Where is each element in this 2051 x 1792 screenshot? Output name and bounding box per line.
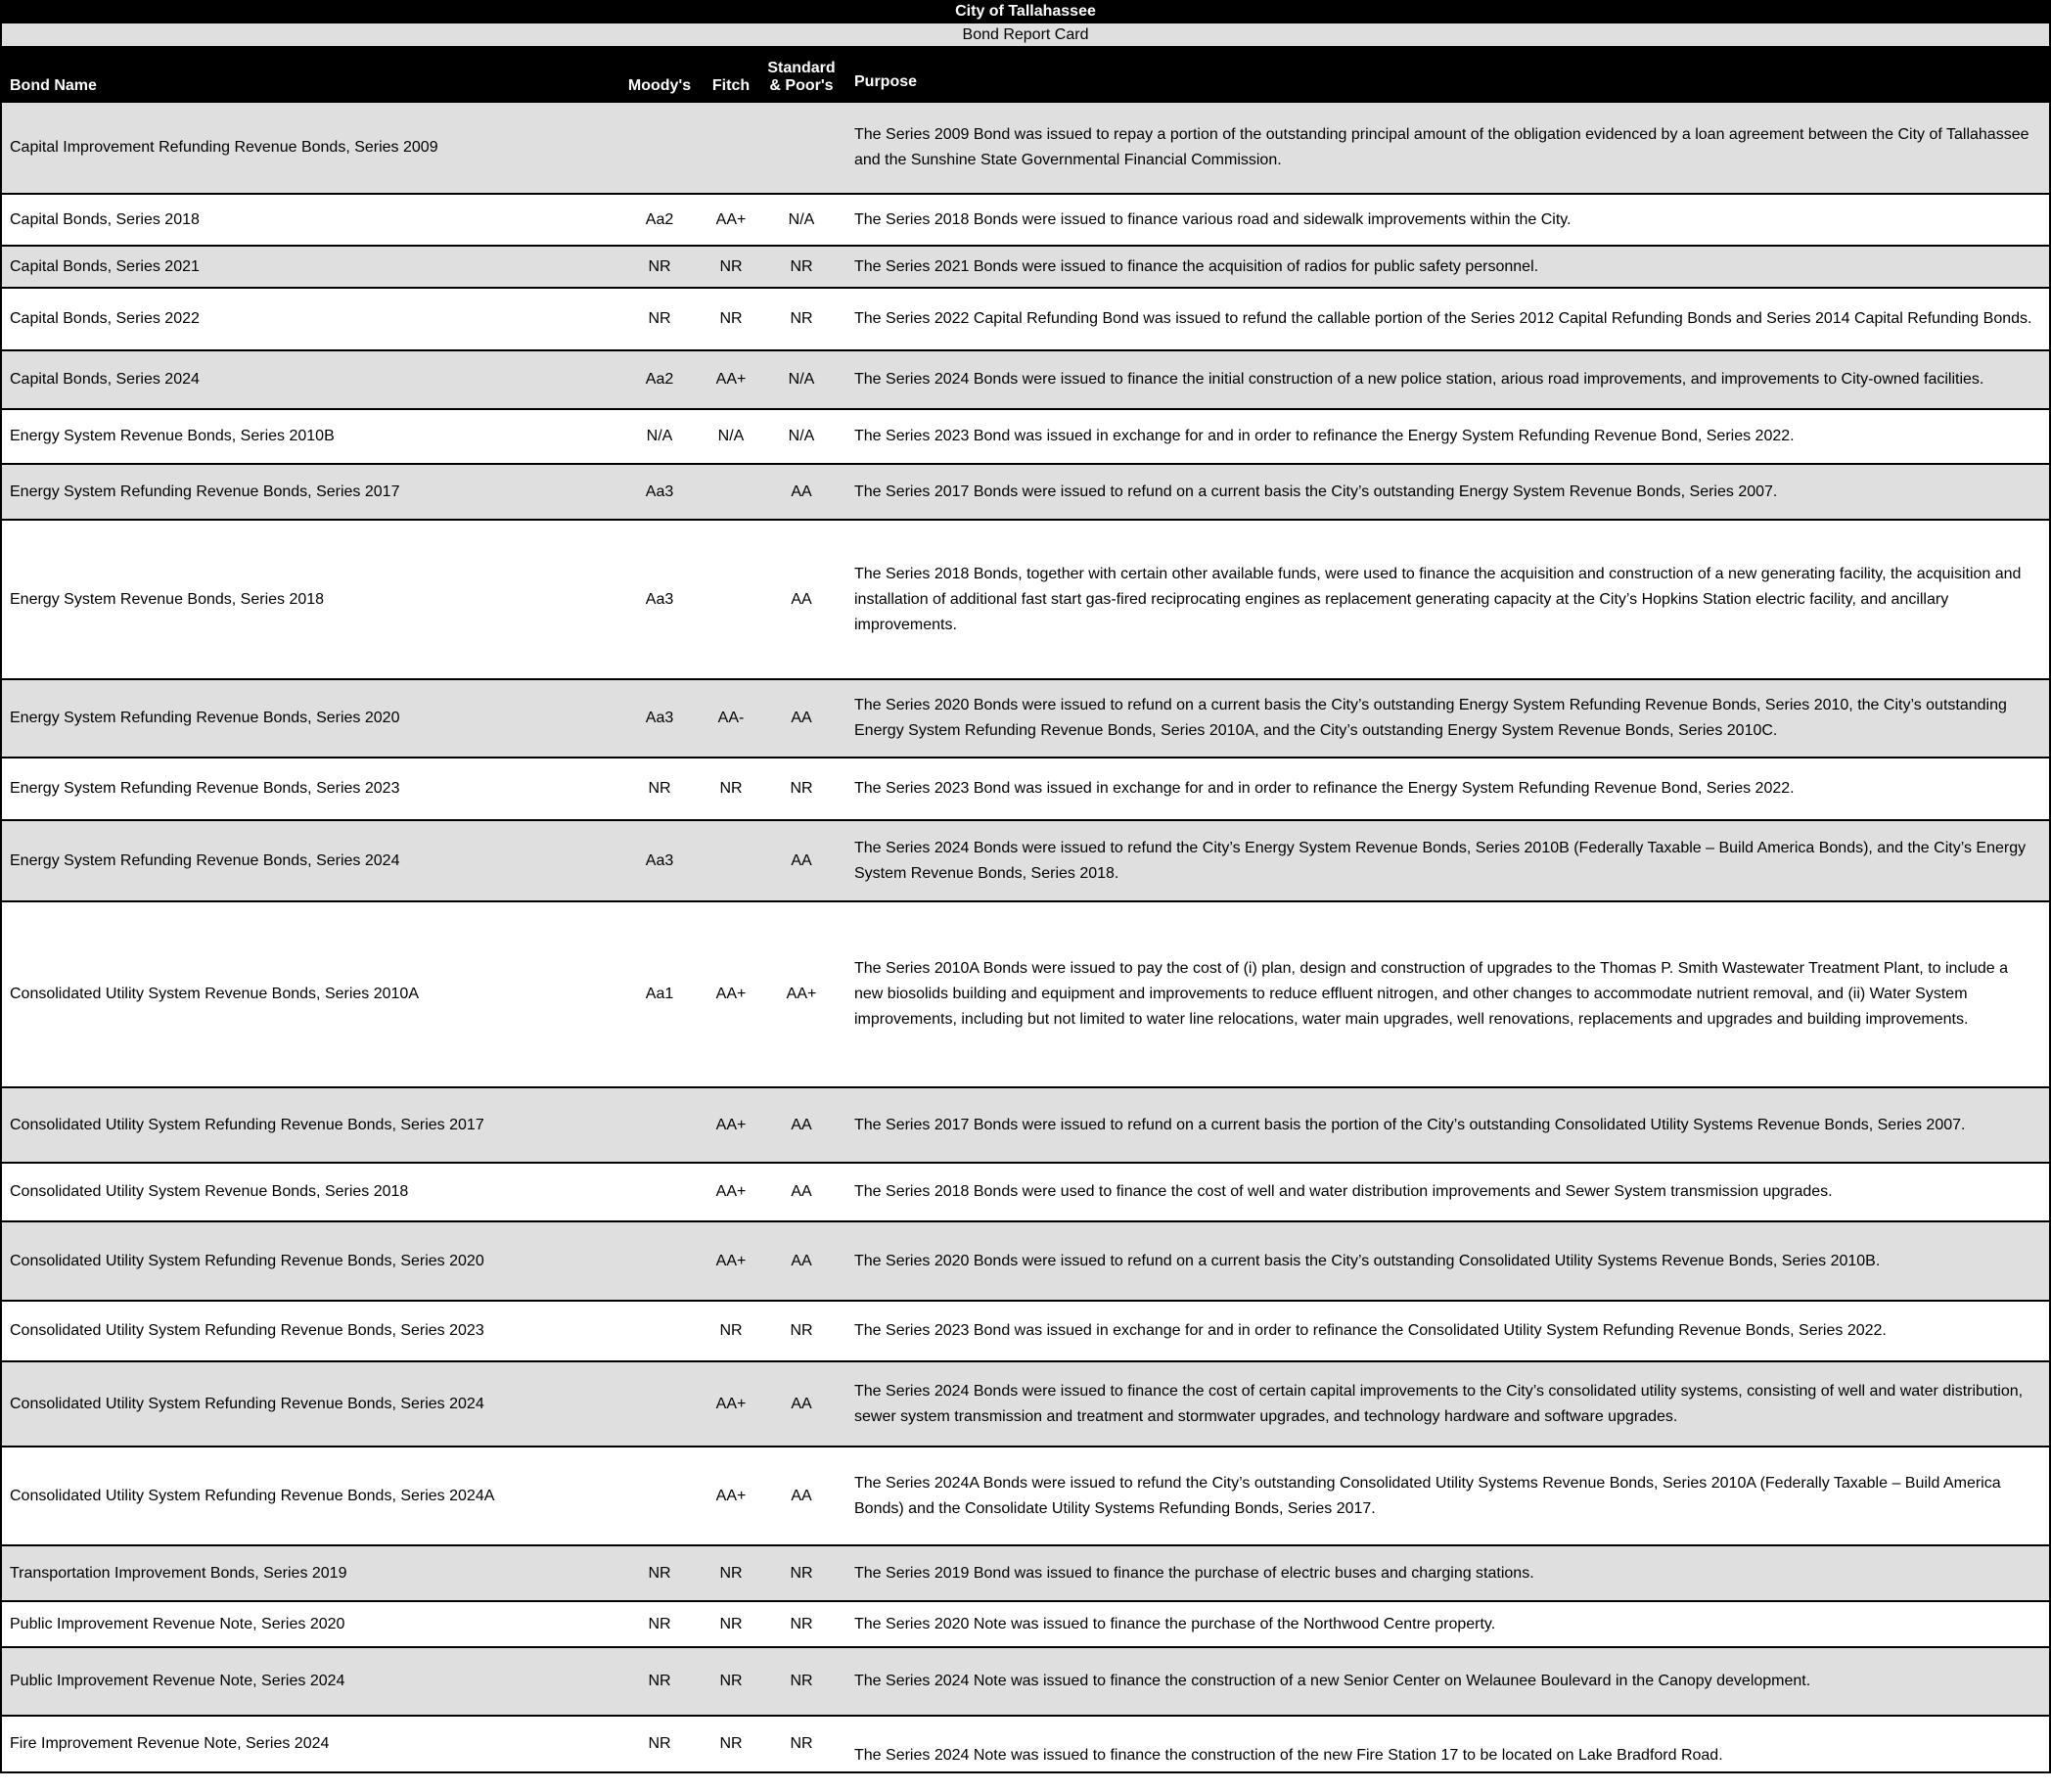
bond-name-cell: Capital Bonds, Series 2024 [10,371,200,388]
purpose-cell: The Series 2024 Bonds were issued to finance the cost of certain capital improvements to the City’s consolidated utility systems, consisting of well and water distribution, sewer system transmission and treatment and stormwater upgrades, and technology hardware and software upgrades. [854,1382,2024,1425]
table-row [2,101,2049,193]
moodys-rating-cell: NR [648,257,671,275]
purpose-cell: The Series 2020 Bonds were issued to refund on a current basis the City’s outstanding Energy System Refunding Revenue Bonds, Series 2010, the City’s outstanding Energy System Refunding Revenue Bonds, Series 2010A, and the City’s outstanding Energy System Revenue Bonds, Series 2010C. [854,697,2007,739]
standard-poors-rating-cell: AA [791,590,812,608]
standard-poors-rating-cell: N/A [788,210,815,228]
standard-poors-rating-cell: AA [791,1252,812,1269]
table-row [2,1300,2049,1360]
purpose-cell: The Series 2024 Note was issued to finance the construction of a new Senior Center on Welaunee Boulevard in the Canopy development. [854,1673,1811,1689]
standard-poors-rating-cell: AA [791,1116,812,1133]
fitch-rating-cell: AA+ [715,371,747,388]
purpose-cell: The Series 2009 Bond was issued to repay a portion of the outstanding principal amount of the obligation evidenced by a loan agreement between the City of Tallahassee and the Sunshine State Governmental Financial Commission. [854,126,2029,168]
column-header-purpose: Purpose [854,73,918,90]
table-row [2,519,2049,678]
purpose-cell: The Series 2023 Bond was issued in exchange for and in order to refinance the Energy System Refunding Revenue Bond, Series 2022. [854,780,1795,797]
fitch-rating-cell: NR [719,1735,743,1752]
table-row [2,1544,2049,1600]
standard-poors-rating-cell: AA+ [786,986,817,1002]
fitch-rating-cell: AA+ [715,1395,747,1412]
purpose-cell: The Series 2022 Capital Refunding Bond was issued to refund the callable portion of the Series 2012 Capital Refunding Bonds and Series 2014 Capital Refunding Bonds. [854,310,2032,327]
bond-name-cell: Capital Improvement Refunding Revenue Bonds, Series 2009 [10,139,438,156]
purpose-cell: The Series 2018 Bonds were issued to finance various road and sidewalk improvements within the City. [854,210,1572,228]
table-row [2,408,2049,463]
table-row [2,678,2049,757]
moodys-rating-cell: Aa2 [645,210,674,228]
purpose-cell: The Series 2017 Bonds were issued to refund on a current basis the City’s outstanding Energy System Revenue Bonds, Series 2007. [854,482,1778,500]
moodys-rating-cell: NR [648,1564,671,1582]
table-body [2,101,2049,1771]
standard-poors-rating-cell: NR [790,1564,813,1582]
moodys-rating-cell: Aa3 [645,710,674,726]
table-row [2,1715,2049,1771]
purpose-cell: The Series 2018 Bonds, together with certain other available funds, were used to finance the acquisition and construction of a new generating facility, the acquisition and installation of additional fast start gas-fired reciprocating engines as replacement generating capacity at the City’s Hopkins Station electric facility, and ancillary improvements. [854,565,2022,633]
table-row [2,193,2049,245]
bond-name-cell: Consolidated Utility System Refunding Revenue Bonds, Series 2020 [10,1252,484,1269]
bond-name-cell: Energy System Refunding Revenue Bonds, Series 2024 [10,851,400,869]
bond-name-cell: Energy System Refunding Revenue Bonds, Series 2023 [10,780,400,797]
bond-name-cell: Public Improvement Revenue Note, Series 2024 [10,1673,345,1689]
fitch-rating-cell: AA+ [715,986,747,1002]
standard-poors-rating-cell: AA [791,710,812,726]
standard-poors-rating-cell: AA [791,1487,812,1504]
table-row [2,900,2049,1086]
purpose-cell: The Series 2019 Bond was issued to finance the purchase of electric buses and charging stations. [854,1564,1534,1582]
moodys-rating-cell: NR [648,780,671,797]
fitch-rating-cell: NR [719,1673,743,1689]
purpose-cell: The Series 2021 Bonds were issued to finance the acquisition of radios for public safety personnel. [854,257,1539,275]
fitch-rating-cell: NR [719,780,743,797]
table-row [2,287,2049,349]
bond-name-cell: Energy System Revenue Bonds, Series 2018 [10,590,325,608]
moodys-rating-cell: Aa3 [645,851,674,869]
standard-poors-rating-cell: AA [791,482,812,500]
bond-name-cell: Capital Bonds, Series 2021 [10,257,200,275]
table-row [2,463,2049,519]
fitch-rating-cell: NR [719,1564,743,1582]
standard-poors-rating-cell: AA [791,1183,812,1200]
report-subtitle: Bond Report Card [2,23,2049,46]
fitch-rating-cell: NR [719,310,743,327]
bond-name-cell: Consolidated Utility System Refunding Revenue Bonds, Series 2024 [10,1395,484,1412]
bond-name-cell: Consolidated Utility System Refunding Revenue Bonds, Series 2017 [10,1116,484,1133]
moodys-rating-cell: NR [648,1673,671,1689]
fitch-rating-cell: AA+ [715,1116,747,1133]
purpose-cell: The Series 2017 Bonds were issued to refund on a current basis the portion of the City’s outstanding Consolidated Utility Systems Revenue Bonds, Series 2007. [854,1116,1966,1133]
purpose-cell: The Series 2024 Bonds were issued to finance the initial construction of a new police station, arious road improvements, and improvements to City-owned facilities. [854,371,1984,388]
bond-name-cell: Energy System Refunding Revenue Bonds, Series 2020 [10,710,400,726]
fitch-rating-cell: NR [719,257,743,275]
column-header-fitch: Fitch [711,77,751,94]
fitch-rating-cell: N/A [717,428,745,444]
table-header [2,46,2049,101]
standard-poors-rating-cell: NR [790,1322,813,1339]
table-row [2,1086,2049,1162]
standard-poors-rating-cell: NR [790,780,813,797]
purpose-cell: The Series 2023 Bond was issued in exchange for and in order to refinance the Consolidated Utility System Refunding Revenue Bonds, Series 2022. [854,1322,1887,1339]
bond-name-cell: Transportation Improvement Bonds, Series 2019 [10,1564,347,1582]
standard-poors-rating-cell: NR [790,1673,813,1689]
table-row [2,1220,2049,1300]
table-row [2,245,2049,287]
bond-name-cell: Energy System Revenue Bonds, Series 2010B [10,428,335,444]
fitch-rating-cell: AA+ [715,1252,747,1269]
standard-poors-rating-cell: N/A [788,371,815,388]
fitch-rating-cell: AA+ [715,210,747,228]
purpose-cell: The Series 2024 Note was issued to finance the construction of the new Fire Station 17 to be located on Lake Bradford Road. [854,1747,1723,1764]
moodys-rating-cell: Aa1 [645,986,674,1002]
moodys-rating-cell: Aa2 [645,371,674,388]
standard-poors-rating-cell: N/A [788,428,815,444]
report-title: City of Tallahassee [2,0,2049,23]
standard-poors-rating-cell: NR [790,257,813,275]
column-header-standard-poors-line1: Standard [767,60,836,76]
column-header-moodys: Moody's [627,77,692,94]
moodys-rating-cell: N/A [646,428,673,444]
bond-name-cell: Consolidated Utility System Revenue Bonds, Series 2018 [10,1183,409,1200]
bond-name-cell: Public Improvement Revenue Note, Series 2020 [10,1615,345,1632]
purpose-cell: The Series 2024 Bonds were issued to refund the City’s Energy System Revenue Bonds, Series 2010B (Federally Taxable – Build America Bonds), and the City’s Energy System Revenue Bonds, Series 2018. [854,839,2027,882]
standard-poors-rating-cell: AA [791,851,812,869]
bottom-margin [0,1773,2051,1792]
purpose-cell: The Series 2023 Bond was issued in exchange for and in order to refinance the Energy System Refunding Revenue Bond, Series 2022. [854,428,1795,444]
table-row [2,1600,2049,1646]
column-header-standard-poors-line2: & Poor's [769,77,834,94]
fitch-rating-cell: NR [719,1615,743,1632]
table-row [2,1162,2049,1220]
moodys-rating-cell: Aa3 [645,590,674,608]
bond-name-cell: Consolidated Utility System Refunding Revenue Bonds, Series 2023 [10,1322,484,1339]
column-header-bond-name: Bond Name [10,77,97,94]
fitch-rating-cell: AA+ [715,1183,747,1200]
standard-poors-rating-cell: AA [791,1395,812,1412]
moodys-rating-cell: NR [648,1615,671,1632]
purpose-cell: The Series 2018 Bonds were used to finance the cost of well and water distribution improvements and Sewer System transmission upgrades. [854,1183,1833,1200]
purpose-cell: The Series 2024A Bonds were issued to refund the City’s outstanding Consolidated Utility Systems Revenue Bonds, Series 2010A (Federally Taxable – Build America Bonds) and the Consolidate Utility Systems Refunding Bonds, Series 2017. [854,1474,2001,1517]
bond-name-cell: Energy System Refunding Revenue Bonds, Series 2017 [10,482,400,500]
fitch-rating-cell: NR [719,1322,743,1339]
table-row [2,349,2049,408]
bond-name-cell: Capital Bonds, Series 2022 [10,310,200,327]
purpose-cell: The Series 2020 Bonds were issued to refund on a current basis the City’s outstanding Consolidated Utility Systems Revenue Bonds, Series 2010B. [854,1252,1881,1269]
moodys-rating-cell: Aa3 [645,482,674,500]
table-row [2,819,2049,900]
moodys-rating-cell: NR [648,1735,671,1752]
table-row [2,1446,2049,1544]
moodys-rating-cell: NR [648,310,671,327]
bond-name-cell: Fire Improvement Revenue Note, Series 2024 [10,1735,330,1752]
fitch-rating-cell: AA- [717,710,745,726]
bond-name-cell: Consolidated Utility System Revenue Bonds, Series 2010A [10,986,419,1002]
standard-poors-rating-cell: NR [790,310,813,327]
fitch-rating-cell: AA+ [715,1487,747,1504]
standard-poors-rating-cell: NR [790,1615,813,1632]
purpose-cell: The Series 2010A Bonds were issued to pay the cost of (i) plan, design and construction of upgrades to the Thomas P. Smith Wastewater Treatment Plant, to include a new biosolids building and equipment and improvements to reduce effluent nitrogen, and other changes to accommodate nutrient removal, and (ii) Water System improvements, including but not limited to water line relocations, water main upgrades, well renovations, replacements and upgrades and building improvements. [854,960,2009,1028]
bond-name-cell: Capital Bonds, Series 2018 [10,210,200,228]
table-row [2,757,2049,819]
column-header-standard-poors [764,60,839,95]
table-row [2,1360,2049,1446]
bond-name-cell: Consolidated Utility System Refunding Revenue Bonds, Series 2024A [10,1487,495,1504]
standard-poors-rating-cell: NR [790,1735,813,1752]
table-row [2,1646,2049,1715]
purpose-cell: The Series 2020 Note was issued to finance the purchase of the Northwood Centre property. [854,1615,1496,1632]
